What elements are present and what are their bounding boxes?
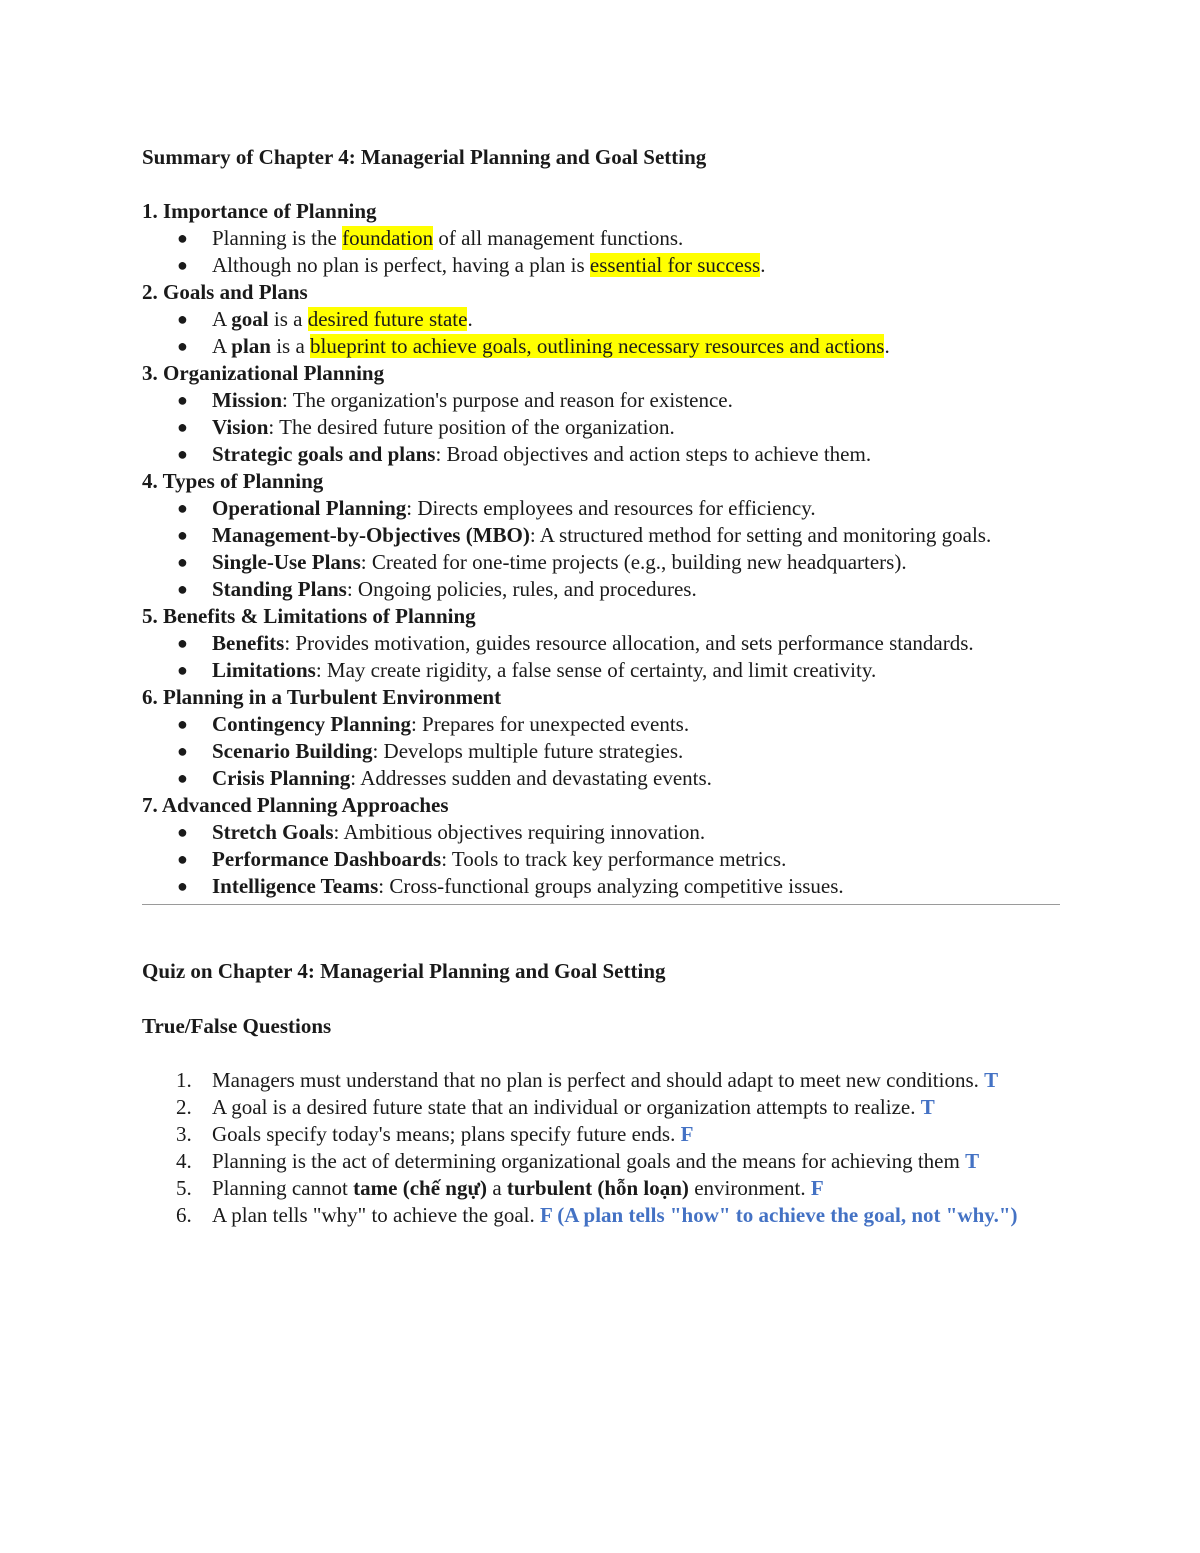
question-text: A plan tells "why" to achieve the goal. (212, 1203, 540, 1227)
bullet-icon: ● (177, 525, 188, 545)
highlighted-text: desired future state (307, 307, 468, 331)
section-heading: 2. Goals and Plans (142, 280, 308, 304)
bullet-icon: ● (177, 390, 188, 410)
bullet-icon: ● (177, 444, 188, 464)
section-advanced-approaches (142, 792, 1060, 900)
question-number: 4. (176, 1149, 192, 1173)
list-item: ● Mission: The organization's purpose and reason for existence. (177, 388, 733, 412)
question-text: Goals specify today's means; plans specify future ends. (212, 1122, 681, 1146)
question-text: A goal is a desired future state that an individual or organization attempts to realize. (212, 1095, 921, 1119)
bullet-icon: ● (177, 417, 188, 437)
quiz-question: 5. Planning cannot tame (chế ngự) a turbulent (hỗn loạn) environment. F (176, 1176, 824, 1200)
bullet-icon: ● (177, 579, 188, 599)
list-item: ● A plan is a blueprint to achieve goals, outlining necessary resources and actions. (177, 334, 890, 358)
list-item: ● Benefits: Provides motivation, guides resource allocation, and sets performance standards. (177, 631, 974, 655)
horizontal-divider (142, 904, 1060, 905)
quiz-question (142, 1202, 1060, 1229)
question-answer: T (920, 1095, 935, 1119)
bullet-icon: ● (177, 633, 188, 653)
section-importance-of-planning (142, 198, 1060, 279)
list-item: ● Contingency Planning: Prepares for unexpected events. (177, 712, 690, 736)
summary-title: Summary of Chapter 4: Managerial Planning and Goal Setting (142, 145, 707, 169)
highlighted-text: blueprint to achieve goals, outlining necessary resources and actions (310, 334, 885, 358)
highlighted-text: foundation (342, 226, 434, 250)
bullet-icon: ● (177, 552, 188, 572)
bullet-icon: ● (177, 822, 188, 842)
section-heading: 1. Importance of Planning (142, 199, 377, 223)
bullet-icon: ● (177, 849, 188, 869)
quiz-question (142, 1094, 1060, 1121)
bullet-icon: ● (177, 336, 188, 356)
list-item: ● Planning is the foundation of all management functions. (177, 226, 684, 250)
list-item: ● Limitations: May create rigidity, a false sense of certainty, and limit creativity. (177, 658, 877, 682)
section-turbulent-environment (142, 684, 1060, 792)
question-answer: F (680, 1122, 694, 1146)
section-benefits-limitations (142, 603, 1060, 684)
section-heading: 3. Organizational Planning (142, 361, 385, 385)
section-types-of-planning (142, 468, 1060, 603)
question-answer: T (984, 1068, 999, 1092)
quiz-title: Quiz on Chapter 4: Managerial Planning and Goal Setting (142, 959, 666, 983)
true-false-heading: True/False Questions (142, 1014, 332, 1038)
question-text: Planning is the act of determining organizational goals and the means for achieving them (212, 1149, 966, 1173)
bullet-icon: ● (177, 228, 188, 248)
bullet-icon: ● (177, 768, 188, 788)
quiz-question (142, 1148, 1060, 1175)
highlighted-text: essential for success (589, 253, 761, 277)
bullet-icon: ● (177, 309, 188, 329)
list-item: ● Intelligence Teams: Cross-functional groups analyzing competitive issues. (177, 874, 844, 898)
question-number: 2. (176, 1095, 192, 1119)
section-heading: 5. Benefits & Limitations of Planning (142, 604, 476, 628)
list-item: ● Performance Dashboards: Tools to track key performance metrics. (177, 847, 787, 871)
question-answer: F (810, 1176, 824, 1200)
list-item: ● A goal is a desired future state. (177, 307, 473, 331)
list-item: ● Although no plan is perfect, having a plan is essential for success. (177, 253, 766, 277)
list-item: ● Stretch Goals: Ambitious objectives requiring innovation. (177, 820, 706, 844)
bullet-icon: ● (177, 660, 188, 680)
bullet-icon: ● (177, 714, 188, 734)
section-organizational-planning (142, 360, 1060, 468)
list-item: ● Standing Plans: Ongoing policies, rules, and procedures. (177, 577, 697, 601)
section-heading: 7. Advanced Planning Approaches (142, 793, 449, 817)
question-number: 1. (176, 1068, 192, 1092)
document-page (142, 143, 1060, 1229)
question-text: Managers must understand that no plan is perfect and should adapt to meet new conditions. (212, 1068, 985, 1092)
quiz-question (142, 1121, 1060, 1148)
question-number: 3. (176, 1122, 192, 1146)
list-item: ● Management-by-Objectives (MBO): A structured method for setting and monitoring goals. (177, 523, 992, 547)
question-answer: F (A plan tells "how" to achieve the goal, not "why.") (539, 1203, 1018, 1227)
bullet-icon: ● (177, 876, 188, 896)
list-item: ● Scenario Building: Develops multiple future strategies. (177, 739, 684, 763)
section-heading: 4. Types of Planning (142, 469, 324, 493)
quiz-question-list (142, 1067, 1060, 1229)
question-answer: T (965, 1149, 980, 1173)
list-item: ● Operational Planning: Directs employees and resources for efficiency. (177, 496, 816, 520)
bullet-icon: ● (177, 498, 188, 518)
section-goals-and-plans (142, 279, 1060, 360)
quiz-question (142, 1067, 1060, 1094)
bullet-icon: ● (177, 255, 188, 275)
list-item: ● Single-Use Plans: Created for one-time projects (e.g., building new headquarters). (177, 550, 907, 574)
bullet-icon: ● (177, 741, 188, 761)
list-item: ● Strategic goals and plans: Broad objectives and action steps to achieve them. (177, 442, 872, 466)
list-item: ● Crisis Planning: Addresses sudden and devastating events. (177, 766, 712, 790)
list-item: ● Vision: The desired future position of the organization. (177, 415, 675, 439)
question-number: 5. (176, 1176, 192, 1200)
question-number: 6. (176, 1203, 192, 1227)
section-heading: 6. Planning in a Turbulent Environment (142, 685, 502, 709)
